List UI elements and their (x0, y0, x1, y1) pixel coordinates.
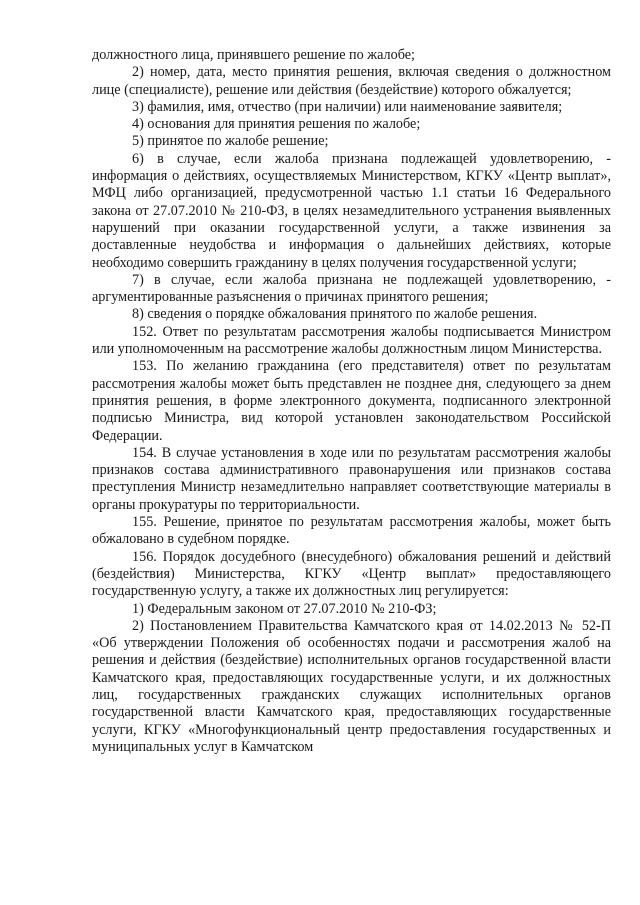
paragraph-154: 154. В случае установления в ходе или по результатам рассмотрения жалобы признаков состава административного правонарушения или признаков состава преступления Министр незамедлительно направляет соответствующие материалы в органы прокуратуры по территориальности. (92, 444, 611, 513)
paragraph-item-5: 5) принятое по жалобе решение; (132, 133, 329, 150)
paragraph-item-6: 6) в случае, если жалоба признана подлежащей удовлетворению, - информация о действиях, осуществляемых Министерством, КГКУ «Центр выплат», МФЦ либо организацией, предусмотренной частью 1.1 статьи 16 Федерального закона от 27.07.2010 № 210-ФЗ, в целях незамедлительного устранения выявленных нарушений при оказании государственной услуги, а также извинения за доставленные неудобства и информация о дальнейших действиях, которые необходимо совершить гражданину в целях получения государственной услуги; (92, 150, 611, 271)
paragraph-item-2: 2) номер, дата, место принятия решения, включая сведения о должностном лице (специалисте), решение или действия (бездействие) которого обжалуется; (92, 64, 611, 98)
paragraph-156-item-2: 2) Постановлением Правительства Камчатского края от 14.02.2013 № 52-П «Об утверждении Положения об особенностях подачи и рассмотрения жалоб на решения и действия (бездействие) исполнительных органов государственной власти Камчатского края, предоставляющих государственные услуги, и их должностных лиц, государственных гражданских служащих исполнительных органов государственной власти Камчатского края, предоставляющих государственные услуги, КГКУ «Многофункциональный центр предоставления государственных и муниципальных услуг в Камчатском (92, 617, 611, 755)
paragraph-153: 153. По желанию гражданина (его представителя) ответ по результатам рассмотрения жалобы может быть представлен не позднее дня, следующего за днем принятия решения, в форме электронного документа, подписанного электронной подписью Министра, вид которой установлен законодательством Российской Федерации. (92, 358, 611, 444)
paragraph-item-8: 8) сведения о порядке обжалования принятого по жалобе решения. (132, 306, 538, 323)
paragraph-item-3: 3) фамилия, имя, отчество (при наличии) или наименование заявителя; (132, 98, 563, 115)
paragraph-item-4: 4) основания для принятия решения по жалобе; (132, 116, 421, 133)
paragraph-item-7: 7) в случае, если жалоба признана не подлежащей удовлетворению, - аргументированные разъяснения о причинах принятого решения; (92, 271, 611, 306)
paragraph-156-item-1: 1) Федеральным законом от 27.07.2010 № 210-ФЗ; (132, 600, 437, 617)
paragraph-155: 155. Решение, принятое по результатам рассмотрения жалобы, может быть обжаловано в судебном порядке. (92, 514, 611, 548)
document-body (92, 47, 611, 756)
paragraph-continuation: должностного лица, принявшего решение по жалобе; (92, 47, 415, 63)
paragraph-152: 152. Ответ по результатам рассмотрения жалобы подписывается Министром или уполномоченным на рассмотрение жалобы должностным лицом Министерства. (92, 323, 611, 358)
paragraph-156: 156. Порядок досудебного (внесудебного) обжалования решений и действий (бездействия) Министерства, КГКУ «Центр выплат» предоставляющего государственную услугу, а также их должностных лиц регулируется: (92, 548, 611, 600)
